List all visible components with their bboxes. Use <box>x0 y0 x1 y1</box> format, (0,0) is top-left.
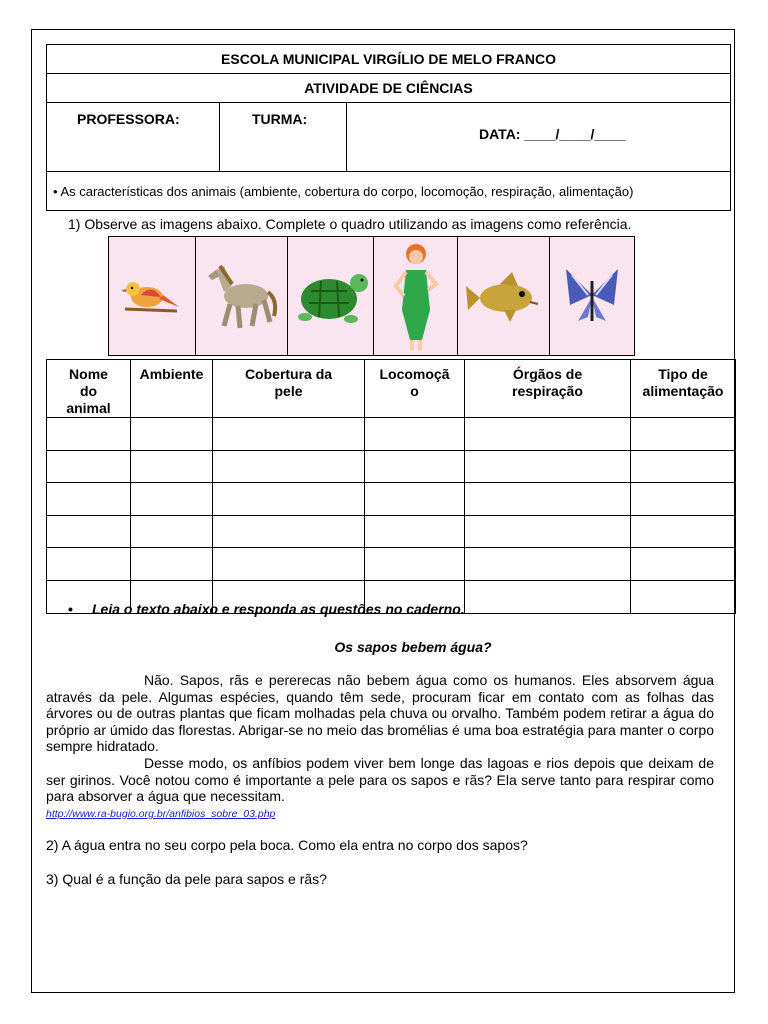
paragraph-2: Desse modo, os anfíbios podem viver bem longe das lagoas e rios depois que deixam de ser girinos. Você notou como é importante a pele para os sapos e rãs? Ela serve tanto para respirar como para absorver a água que necessitam. <box>46 755 714 805</box>
bird-image <box>109 237 196 355</box>
paragraph-1: Não. Sapos, rãs e pererecas não bebem água como os humanos. Eles absorvem água através da pele. Algumas espécies, quando têm sede, procuram ficar em contato com as folhas das árvores ou de outras plantas que ficam molhadas pela chuva ou orvalho. Também podem retirar a água do próprio ar úmido das florestas. Abrigar-se no meio das bromélias é uma boa estratégia para manter o corpo sempre hidratado. <box>46 672 714 755</box>
instruction-text: Leia o texto abaixo e responda as questões no caderno. <box>92 601 465 617</box>
col-alimentacao: Tipo de alimentação <box>631 360 736 418</box>
table-row <box>47 515 736 548</box>
table-row <box>47 418 736 451</box>
col-respiracao: Órgãos de respiração <box>465 360 631 418</box>
teacher-label: PROFESSORA: <box>47 103 220 172</box>
col-locomocao: Locomoçã o <box>365 360 465 418</box>
school-name: ESCOLA MUNICIPAL VIRGÍLIO DE MELO FRANCO <box>47 45 731 74</box>
table-row <box>47 450 736 483</box>
turtle-image <box>288 237 374 355</box>
col-ambiente: Ambiente <box>131 360 213 418</box>
table-row <box>47 548 736 581</box>
activity-title: ATIVIDADE DE CIÊNCIAS <box>47 74 731 103</box>
text-title: Os sapos bebem água? <box>334 639 492 655</box>
class-label: TURMA: <box>220 103 347 172</box>
date-label: DATA: ____/____/____ <box>347 103 731 172</box>
animal-table <box>46 359 736 614</box>
fish-image <box>458 237 550 355</box>
animal-images <box>108 236 635 356</box>
col-nome: Nome do animal <box>47 360 131 418</box>
table-row <box>47 483 736 516</box>
question-1: 1) Observe as imagens abaixo. Complete o quadro utilizando as imagens como referência. <box>68 216 632 232</box>
question-2: 2) A água entra no seu corpo pela boca. Como ela entra no corpo dos sapos? <box>46 837 528 853</box>
topic-line: • As características dos animais (ambiente, cobertura do corpo, locomoção, respiração, alimentação) <box>47 172 731 211</box>
horse-image <box>196 237 288 355</box>
question-3: 3) Qual é a função da pele para sapos e rãs? <box>46 871 327 887</box>
header-table <box>46 44 731 211</box>
woman-image <box>374 237 458 355</box>
source-link[interactable]: http://www.ra-bugio.org.br/anfibios_sobre_03.php <box>46 808 276 820</box>
bullet-icon: • <box>68 601 73 617</box>
col-cobertura: Cobertura da pele <box>213 360 365 418</box>
butterfly-image <box>550 237 634 355</box>
